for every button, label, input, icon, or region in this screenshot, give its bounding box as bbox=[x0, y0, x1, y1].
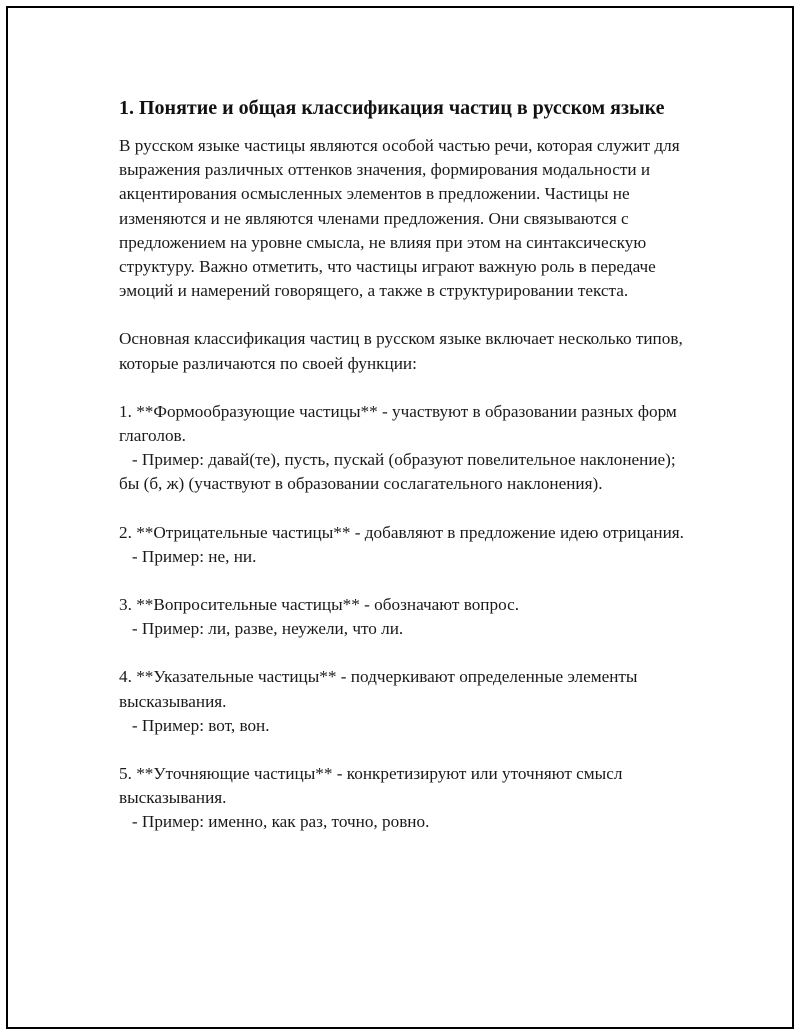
document-page bbox=[6, 6, 794, 1029]
list-item-example: - Пример: давай(те), пусть, пускай (образуют повелительное наклонение); бы (б, ж) (участвуют в образовании сослагательного наклонения). bbox=[119, 450, 680, 494]
intro-paragraph: В русском языке частицы являются особой частью речи, которая служит для выражения различных оттенков значения, формирования модальности и акцентирования осмысленных элементов в предложении. Частицы не изменяются и не являются членами предложения. Они связываются с предложением на уровне смысла, не влияя при этом на синтаксическую структуру. Важно отметить, что частицы играют важную роль в передаче эмоций и намерений говорящего, а также в структурировании текста. bbox=[119, 136, 684, 301]
list-item-example: - Пример: не, ни. bbox=[119, 546, 257, 566]
list-item-example: - Пример: вот, вон. bbox=[119, 715, 270, 735]
list-item-text: 4. **Указательные частицы** - подчеркивают определенные элементы высказывания. bbox=[119, 667, 642, 711]
classification-intro: Основная классификация частиц в русском языке включает несколько типов, которые различаются по своей функции: bbox=[119, 329, 688, 373]
section-title: 1. Понятие и общая классификация частиц в русском языке bbox=[119, 97, 665, 119]
list-item bbox=[119, 665, 689, 738]
list-item bbox=[119, 593, 689, 641]
paragraph-gap bbox=[119, 641, 689, 665]
list-item-text: 1. **Формообразующие частицы** - участвуют в образовании разных форм глаголов. bbox=[119, 401, 682, 446]
document-content bbox=[119, 94, 689, 835]
list-item bbox=[119, 400, 689, 497]
list-item bbox=[119, 521, 689, 569]
paragraph-gap bbox=[119, 569, 689, 593]
list-item-text: 5. **Уточняющие частицы** - конкретизируют или уточняют смысл высказывания. bbox=[119, 764, 627, 808]
list-item-example: - Пример: ли, разве, неужели, что ли. bbox=[119, 619, 404, 639]
paragraph-gap bbox=[119, 303, 689, 327]
list-item-text: 3. **Вопросительные частицы** - обозначают вопрос. bbox=[119, 595, 520, 615]
list-item bbox=[119, 762, 689, 835]
paragraph-gap bbox=[119, 738, 689, 762]
list-item-text: 2. **Отрицательные частицы** - добавляют в предложение идею отрицания. bbox=[119, 522, 684, 542]
list-item-example: - Пример: именно, как раз, точно, ровно. bbox=[119, 812, 430, 832]
paragraph-gap bbox=[119, 376, 689, 400]
paragraph-gap bbox=[119, 497, 689, 521]
